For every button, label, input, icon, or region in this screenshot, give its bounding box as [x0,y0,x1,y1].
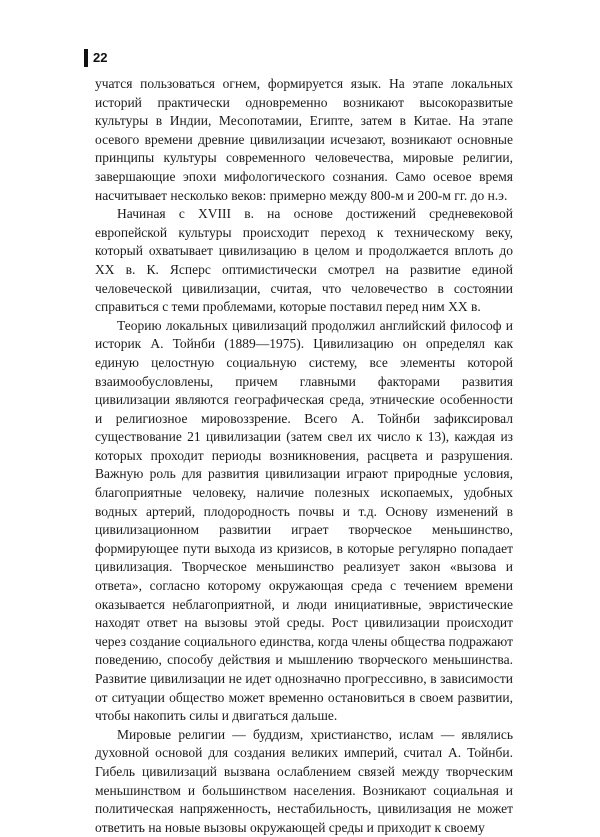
paragraph-3: Теорию локальных цивилизаций продолжил английский философ и историк А. Тойнби (1889—1975). Цивилизацию он определял как единую целостную социальную систему, все элементы которой взаимообусловлены, причем главными факторами развития цивилизации являются географическая среда, этнические особенности и религиозное мировоззрение. Всего А. Тойнби зафиксировал существование 21 цивилизации (затем свел их число к 13), каждая из которых проходит периоды возникновения, расцвета и разрушения. Важную роль для развития цивилизации играют природные условия, благоприятные человеку, наличие полезных ископаемых, удобных водных артерий, плодородность почвы и т.д. Основу изменений в цивилизационном развитии играет творческое меньшинство, формирующее пути выхода из кризисов, в которые регулярно попадает цивилизация. Творческое меньшинство реализует закон «вызова и ответа», согласно которому окружающая среда с течением времени оказывается неблагоприятной, и люди инициативные, эвристические находят ответ на вызовы этой среды. Рост цивилизации происходит через создание социального единства, когда члены общества подражают поведению, способу действия и мышлению творческого меньшинства. Развитие цивилизации не идет однозначно прогрессивно, в зависимости от ситуации общество может временно остановиться в своем развитии, чтобы накопить силы и двигаться дальше. [95,317,513,724]
page-number: 22 [93,50,108,65]
paragraph-2: Начиная с XVIII в. на основе достижений средневековой европейской культуры происходит переход к техническому веку, который охватывает цивилизацию в целом и продолжается вплоть до XX в. К. Ясперс оптимистически смотрел на развитие единой человеческой цивилизации, считая, что человечество в состоянии справиться с теми проблемами, которые поставил перед ним XX в. [95,206,513,315]
page-header [84,48,107,68]
header-marker-bar [84,49,88,67]
body-text [95,75,513,837]
paragraph-1: учатся пользоваться огнем, формируется язык. На этапе локальных историй практически одновременно возникают высокоразвитые культуры в Индии, Месопотамии, Египте, затем в Китае. На этапе осевого времени древние цивилизации исчезают, возникают основные принципы культуры современного человечества, мировые религии, завершающие эпохи мифологического сознания. Само осевое время насчитывает несколько веков: примерно между 800-м и 200-м гг. до н.э. [95,76,513,203]
paragraph-4: Мировые религии — буддизм, христианство, ислам — являлись духовной основой для создания великих империй, считал А. Тойнби. Гибель цивилизаций вызвана ослаблением связей между творческим меньшинством и большинством населения. Возникают социальная и политическая напряженность, нестабильность, цивилизация не может ответить на новые вызовы окружающей среды и приходит к своему [95,726,513,835]
